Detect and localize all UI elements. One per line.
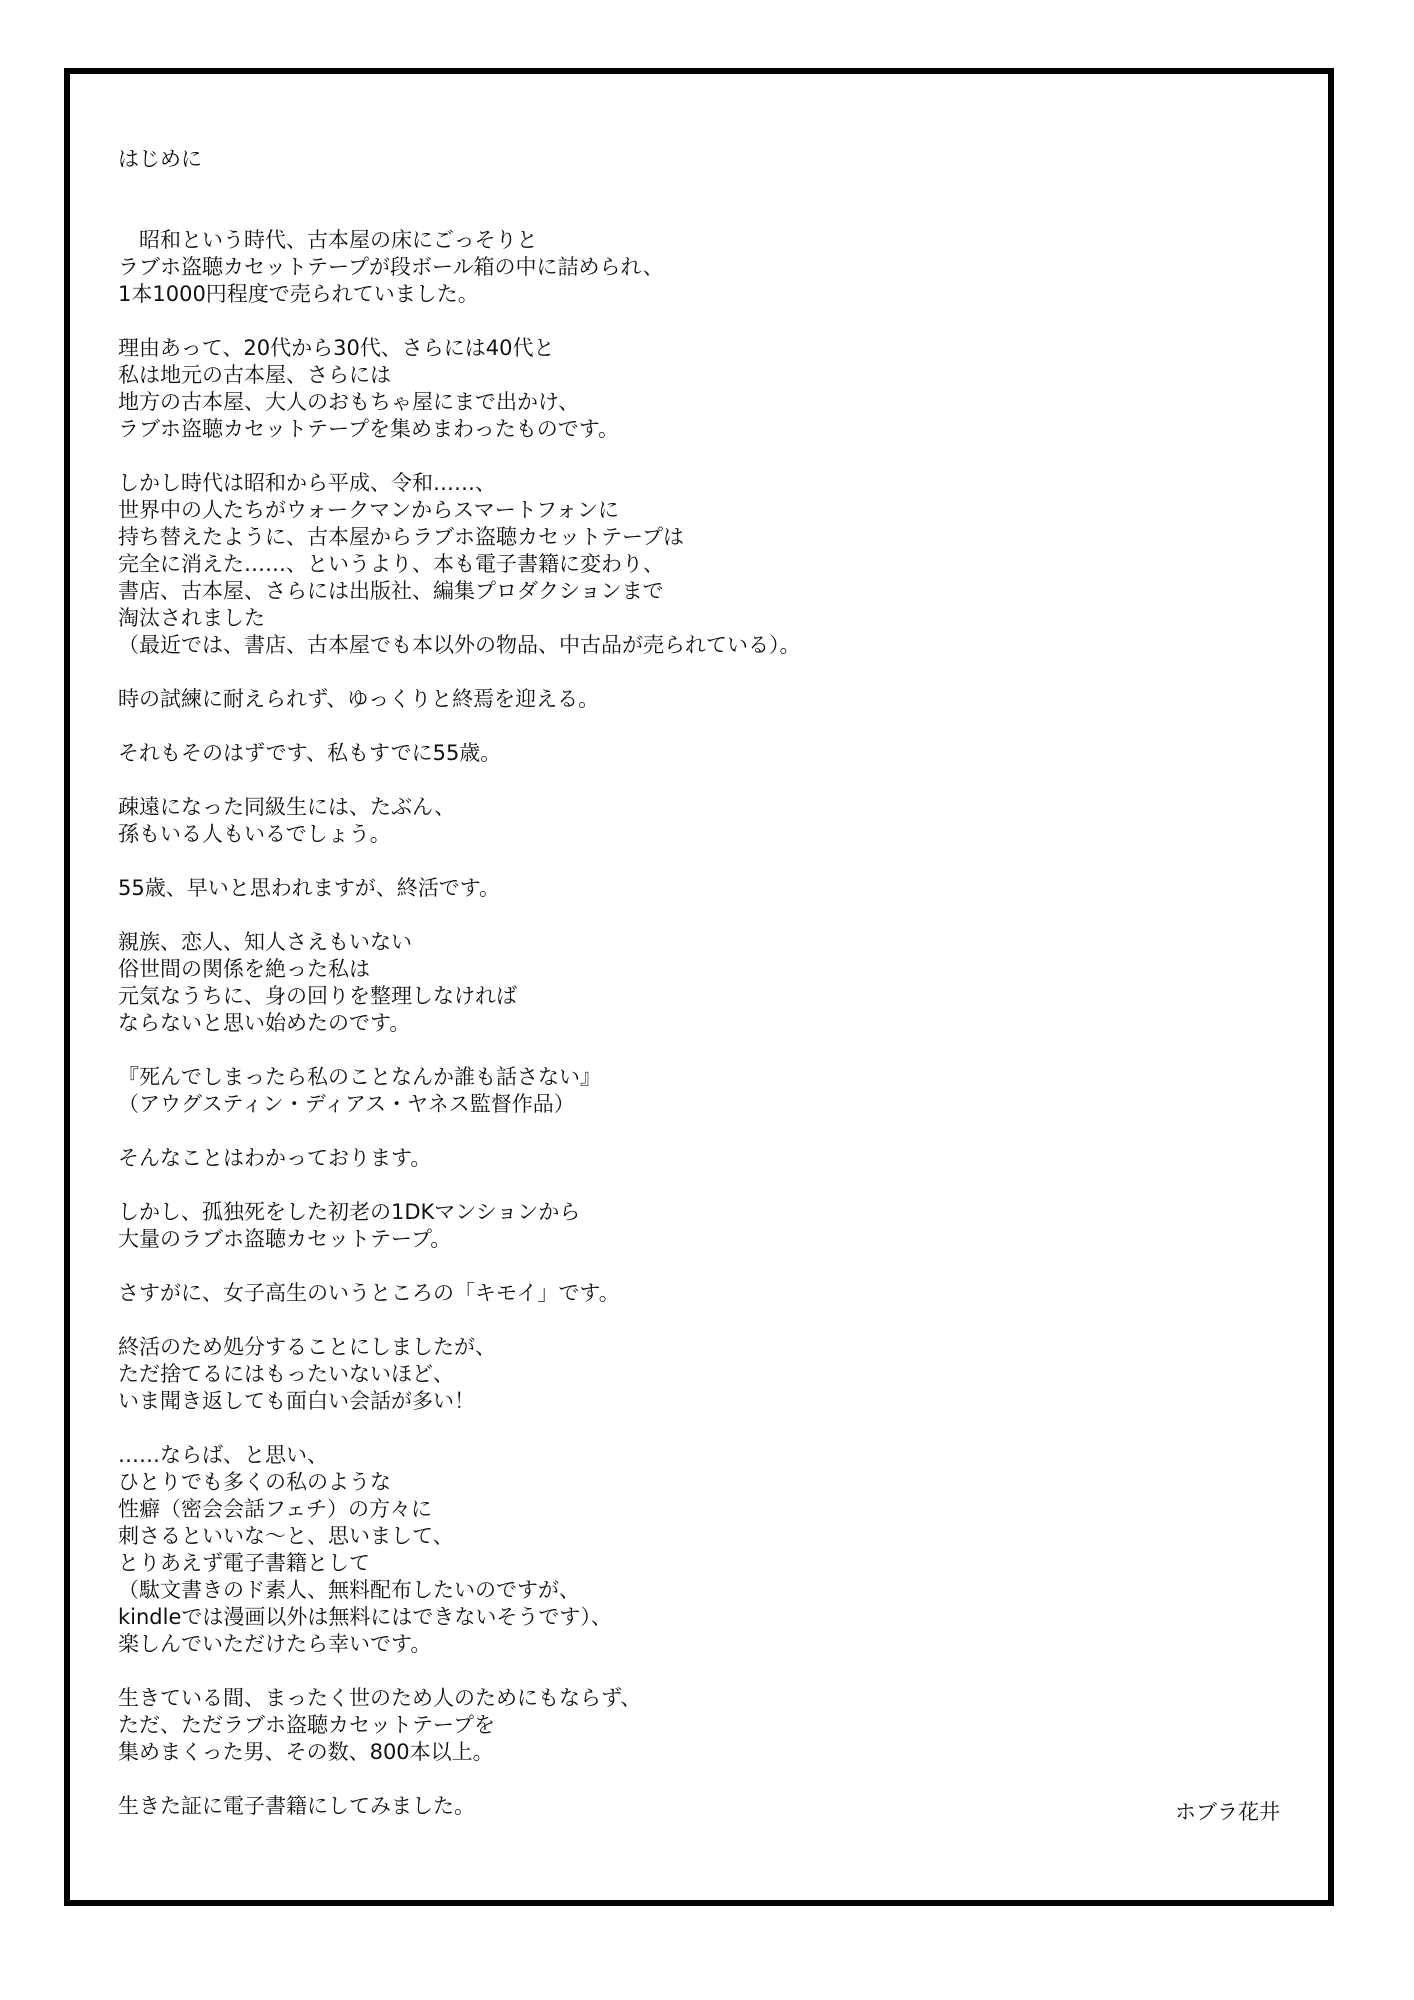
paragraph-line: そんなことはわかっております。 [118,1146,432,1170]
author-signature: ホブラ花井 [1175,1800,1280,1824]
paragraph-line: ならないと思い始めたのです。 [118,1011,411,1035]
paragraph-line: ラブホ盗聴カセットテープを集めまわったものです。 [118,417,620,441]
paragraph-line: 地方の古本屋、大人のおもちゃ屋にまで出かけ、 [118,390,580,414]
paragraph-line: いま聞き返しても面白い会話が多い！ [118,1389,475,1413]
paragraph [118,875,1278,902]
paragraph-line: それもそのはずです、私もすでに55歳。 [118,741,502,765]
paragraph-line: 俗世間の関係を絶った私は [118,957,370,981]
paragraph-line: 疎遠になった同級生には、たぶん、 [118,795,456,819]
paragraph [118,1793,1278,1820]
paragraph-line: 『死んでしまったら私のことなんか誰も話さない』 [118,1065,601,1089]
page-frame [64,68,1334,1906]
paragraph-line: 楽しんでいただけたら幸いです。 [118,1632,432,1656]
paragraph [118,227,1278,308]
paragraph [118,1334,1278,1415]
paragraph-line: 性癖（密会会話フェチ）の方々に [118,1497,432,1521]
paragraph-line: 世界中の人たちがウォークマンからスマートフォンに [118,498,620,522]
paragraph-line: ひとりでも多くの私のような [118,1470,391,1494]
paragraph-line: 終活のため処分することにしましたが、 [118,1335,496,1359]
paragraph-line: 大量のラブホ盗聴カセットテープ。 [118,1227,452,1251]
paragraph-line: 完全に消えた……、というより、本も電子書籍に変わり、 [118,552,664,576]
paragraph [118,1280,1278,1307]
paragraph-line: 元気なうちに、身の回りを整理しなければ [118,984,517,1008]
paragraph [118,740,1278,767]
paragraph [118,1145,1278,1172]
paragraph [118,794,1278,848]
paragraph-line: 生きている間、まったく世のため人のためにもならず、 [118,1686,642,1710]
document-body [118,146,1278,1847]
paragraph-line: ただ、ただラブホ盗聴カセットテープを [118,1713,495,1737]
paragraph [118,929,1278,1037]
paragraph-line: 生きた証に電子書籍にしてみました。 [118,1794,475,1818]
paragraph-line: 55歳、早いと思われますが、終活です。 [118,876,501,900]
paragraph-list [118,227,1278,1820]
paragraph-line: （最近では、書店、古本屋でも本以外の物品、中古品が売られている）。 [118,633,801,657]
paragraph-line: 理由あって、20代から30代、さらには40代と [118,336,555,360]
paragraph-line: しかし時代は昭和から平成、令和……、 [118,471,496,495]
paragraph [118,1685,1278,1766]
paragraph-line: kindleでは漫画以外は無料にはできないそうです）、 [118,1605,612,1629]
paragraph-line: ……ならば、と思い、 [118,1443,328,1467]
paragraph-line: 1本1000円程度で売られていました。 [118,282,479,306]
paragraph [118,686,1278,713]
paragraph-line: 親族、恋人、知人さえもいない [118,930,412,954]
paragraph [118,1064,1278,1118]
paragraph-line: （アウグスティン・ディアス・ヤネス監督作品） [118,1092,575,1116]
paragraph-line: 時の試練に耐えられず、ゆっくりと終焉を迎える。 [118,687,600,711]
paragraph-line: しかし、孤独死をした初老の1DKマンションから [118,1200,581,1224]
paragraph-line: （駄文書きのド素人、無料配布したいのですが、 [118,1578,580,1602]
paragraph-line: ラブホ盗聴カセットテープが段ボール箱の中に詰められ、 [118,255,664,279]
paragraph-line: 私は地元の古本屋、さらには [118,363,391,387]
paragraph-line: ただ捨てるにはもったいないほど、 [118,1362,454,1386]
paragraph-line: 刺さるといいな〜と、思いまして、 [118,1524,454,1548]
paragraph-line: とりあえず電子書籍として [118,1551,370,1575]
paragraph-line: 書店、古本屋、さらには出版社、編集プロダクションまで [118,579,664,603]
paragraph-line: 持ち替えたように、古本屋からラブホ盗聴カセットテープは [118,525,684,549]
paragraph-line: 集めまくった男、その数、800本以上。 [118,1740,494,1764]
paragraph [118,1199,1278,1253]
paragraph [118,335,1278,443]
document-title: はじめに [118,147,202,171]
paragraph [118,470,1278,659]
paragraph-line: 孫もいる人もいるでしょう。 [118,822,391,846]
paragraph [118,1442,1278,1658]
paragraph-line: 淘汰されました [118,606,265,630]
paragraph-line: 昭和という時代、古本屋の床にごっそりと [118,228,538,252]
paragraph-line: さすがに、女子高生のいうところの「キモイ」です。 [118,1281,620,1305]
